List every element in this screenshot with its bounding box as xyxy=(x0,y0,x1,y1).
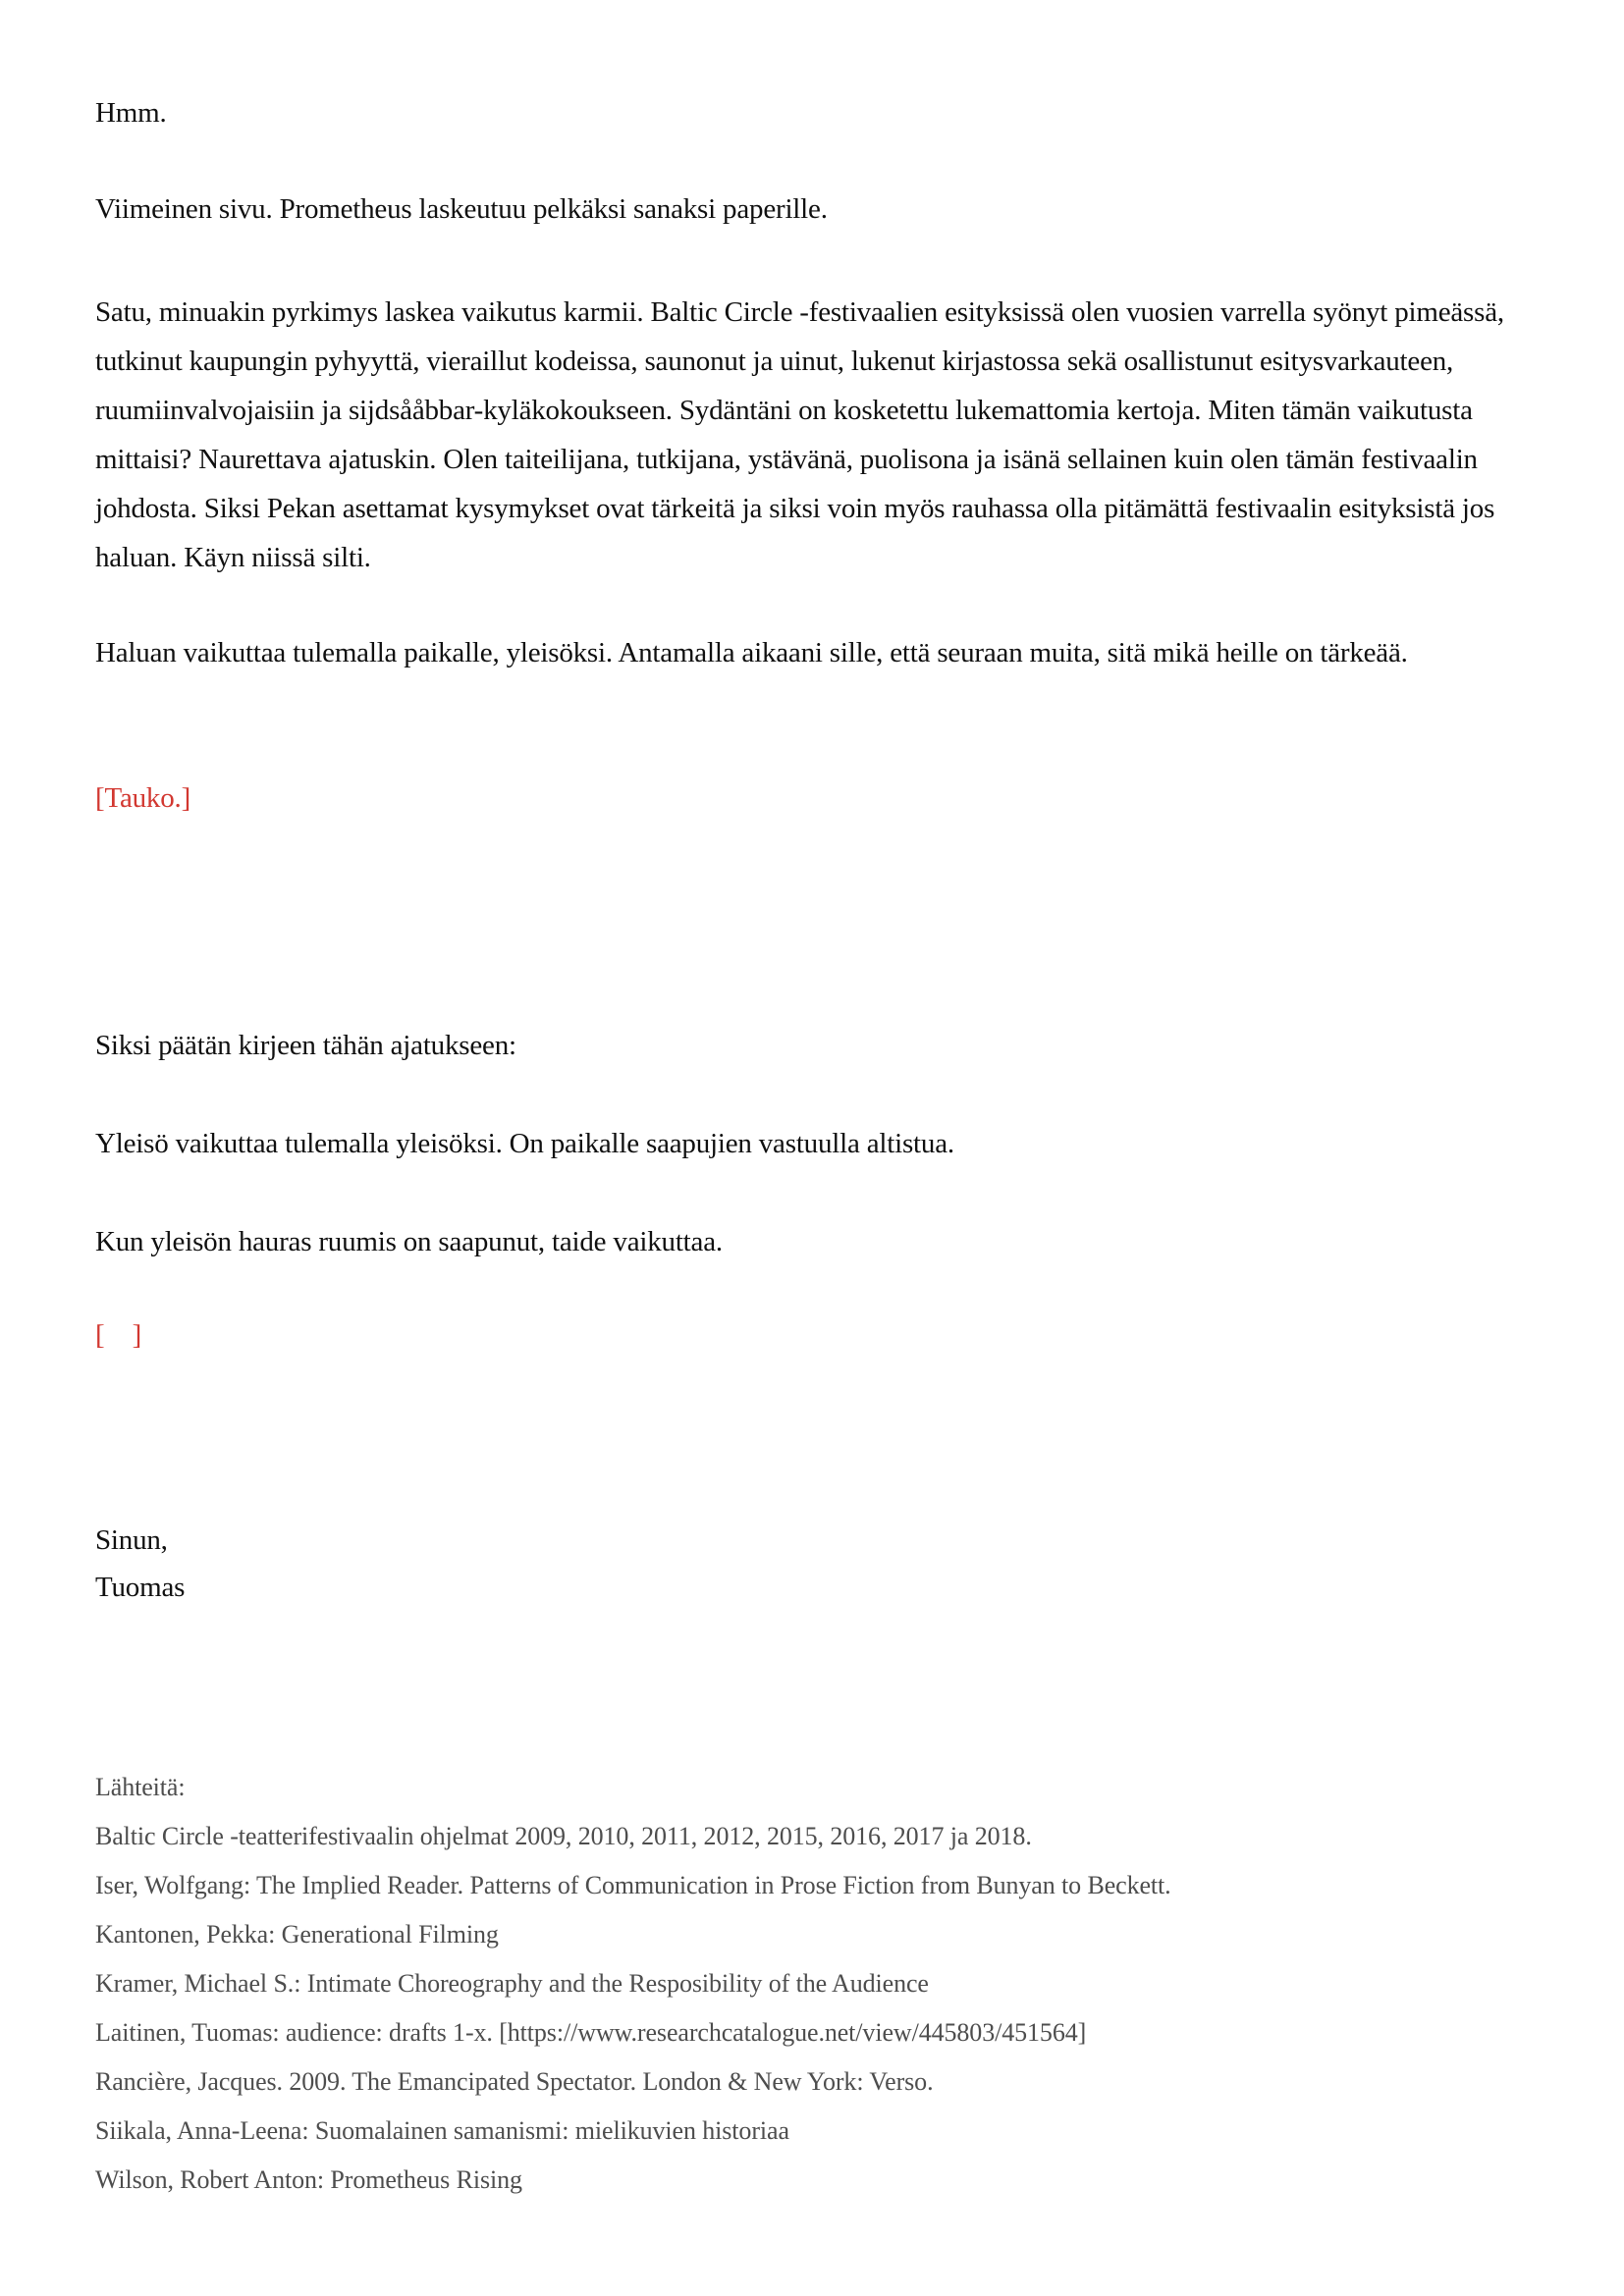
letter-signoff xyxy=(95,1517,1531,1611)
letter-paragraph-siksi: Siksi päätän kirjeen tähän ajatukseen: xyxy=(95,1030,516,1061)
signature-name: Tuomas xyxy=(95,1572,186,1603)
reference-item: Kantonen, Pekka: Generational Filming xyxy=(95,1920,499,1949)
reference-item: Wilson, Robert Anton: Prometheus Rising xyxy=(95,2165,522,2194)
references-section xyxy=(95,1763,1531,2205)
closing-line: Sinun, xyxy=(95,1524,168,1556)
letter-paragraph-last-page: Viimeinen sivu. Prometheus laskeutuu pelkäksi sanaksi paperille. xyxy=(95,193,828,225)
letter-paragraph-haluan: Haluan vaikuttaa tulemalla paikalle, yleisöksi. Antamalla aikaani sille, että seuraan muita, sitä mikä heille on tärkeää. xyxy=(95,637,1408,668)
references-heading: Lähteitä: xyxy=(95,1773,186,1801)
empty-bracket-marker: [ ] xyxy=(95,1319,142,1351)
letter-paragraph-main: Satu, minuakin pyrkimys laskea vaikutus karmii. Baltic Circle -festivaalien esityksissä olen vuosien varrella syönyt pimeässä, tutkinut kaupungin pyhyyttä, vieraillut kodeissa, saunonut ja uinut, lukenut kirjastossa sekä osallistunut esitysvarkauteen, ruumiinvalvojaisiin ja sijdsååbbar-kyläkokoukseen. Sydäntäni on kosketettu lukemattomia kertoja. Miten tämän vaikutusta mittaisi? Naurettava ajatuskin. Olen taiteilijana, tutkijana, ystävänä, puolisona ja isänä sellainen kuin olen tämän festivaalin johdosta. Siksi Pekan asettamat kysymykset ovat tärkeitä ja siksi voin myös rauhassa olla pitämättä festivaalin esityksistä jos haluan. Käyn niissä silti. xyxy=(95,296,1504,573)
reference-item: Rancière, Jacques. 2009. The Emancipated Spectator. London & New York: Verso. xyxy=(95,2067,934,2096)
reference-item: Kramer, Michael S.: Intimate Choreography and the Resposibility of the Audience xyxy=(95,1969,929,1998)
tauko-stage-direction: [Tauko.] xyxy=(95,782,191,814)
letter-opening-line: Hmm. xyxy=(95,97,167,129)
letter-paragraph-kun: Kun yleisön hauras ruumis on saapunut, taide vaikuttaa. xyxy=(95,1226,723,1257)
reference-item: Laitinen, Tuomas: audience: drafts 1-x. [https://www.researchcatalogue.net/view/445803/451564] xyxy=(95,2018,1087,2047)
reference-item: Iser, Wolfgang: The Implied Reader. Patterns of Communication in Prose Fiction from Bunyan to Beckett. xyxy=(95,1871,1171,1899)
letter-paragraph-yleiso: Yleisö vaikuttaa tulemalla yleisöksi. On paikalle saapujien vastuulla altistua. xyxy=(95,1128,954,1159)
reference-item: Siikala, Anna-Leena: Suomalainen samanismi: mielikuvien historiaa xyxy=(95,2116,789,2145)
reference-item: Baltic Circle -teatterifestivaalin ohjelmat 2009, 2010, 2011, 2012, 2015, 2016, 2017 ja 2018. xyxy=(95,1822,1032,1850)
